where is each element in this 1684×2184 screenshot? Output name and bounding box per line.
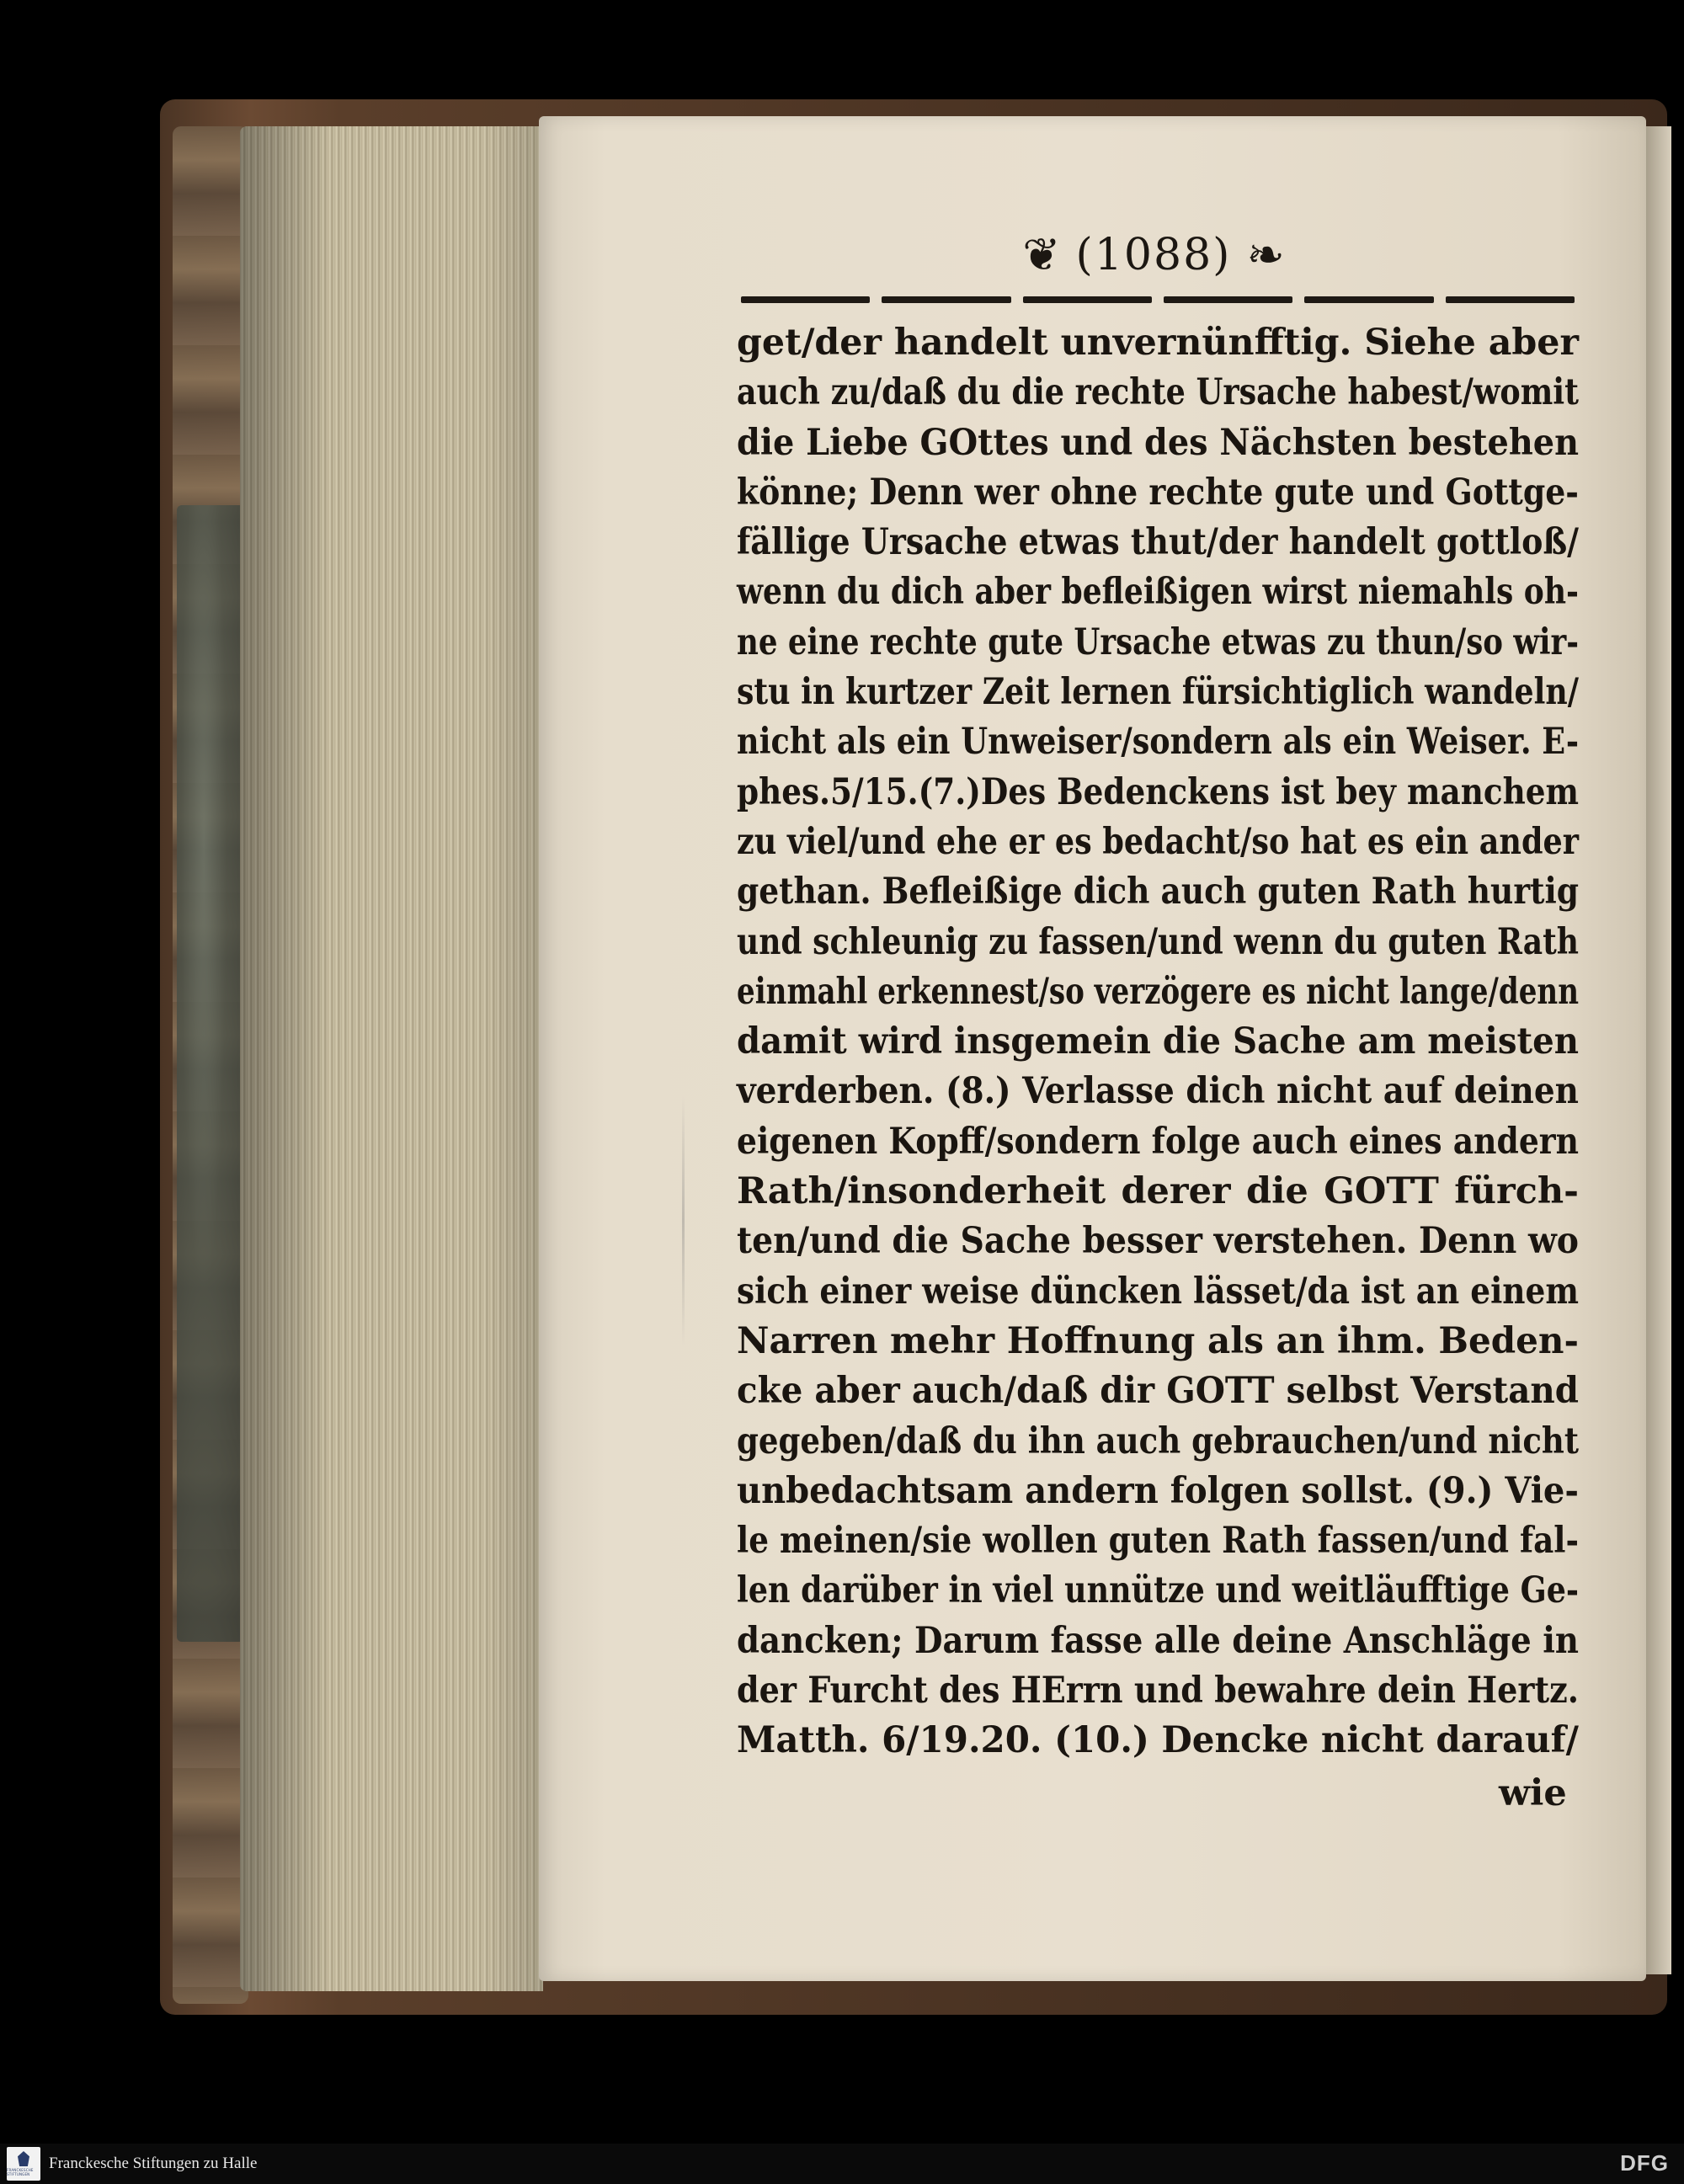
logo-text: FRANCKESCHE STIFTUNGEN	[7, 2168, 34, 2176]
text-line: könne; Denn wer ohne rechte gute und Gottge-	[737, 471, 1579, 514]
page-header	[977, 226, 1330, 285]
pencil-mark	[682, 1095, 685, 1347]
text-line: ne eine rechte gute Ursache etwas zu thun/so wir-	[737, 621, 1579, 663]
page-number: (1088)	[1075, 230, 1232, 280]
institution-name[interactable]: Franckesche Stiftungen zu Halle	[49, 2155, 258, 2172]
text-line: einmahl erkennest/so verzögere es nicht lange/denn	[737, 970, 1579, 1013]
text-line: eigenen Kopff/sondern folge auch eines andern	[737, 1120, 1579, 1163]
text-line: dancken; Darum fasse alle deine Anschläge in	[737, 1619, 1579, 1662]
text-line: damit wird insgemein die Sache am meisten	[737, 1020, 1579, 1063]
text-line: sich einer weise düncken lässet/da ist an einem	[737, 1270, 1579, 1313]
text-line: gegeben/daß du ihn auch gebrauchen/und nicht	[737, 1420, 1579, 1462]
text-line: le meinen/sie wollen guten Rath fassen/und fal-	[737, 1520, 1579, 1563]
institution-logo[interactable]	[7, 2147, 40, 2181]
page-body-text	[737, 318, 1579, 1766]
catchword: wie	[1499, 1772, 1567, 1814]
text-line: phes.5/15.(7.)Des Bedenckens ist bey manchem	[737, 770, 1579, 813]
text-line: die Liebe GOttes und des Nächsten bestehen	[737, 421, 1579, 464]
facing-page-edge	[1646, 126, 1671, 1974]
text-line: stu in kurtzer Zeit lernen fürsichtiglich wandeln/	[737, 671, 1579, 714]
worn-spine-patch	[177, 505, 244, 1642]
text-line: verderben. (8.) Verlasse dich nicht auf deinen	[737, 1070, 1579, 1113]
text-line: auch zu/daß du die rechte Ursache habest/womit	[737, 371, 1579, 414]
fleuron-left-icon: ❦	[1022, 228, 1061, 281]
text-line: zu viel/und ehe er es bedacht/so hat es ein ander	[737, 820, 1579, 863]
text-line: wenn du dich aber befleißigen wirst niemahls oh-	[737, 571, 1579, 614]
text-line: gethan. Befleißige dich auch guten Rath hurtig	[737, 871, 1579, 914]
viewer-footer	[0, 2144, 1684, 2184]
dfg-logo[interactable]: DFG	[1620, 2150, 1669, 2176]
text-line: nicht als ein Unweiser/sondern als ein Weiser. E-	[737, 721, 1579, 764]
text-line: len darüber in viel unnütze und weitläufftige Ge-	[737, 1569, 1579, 1612]
text-line: fällige Ursache etwas thut/der handelt gottloß/	[737, 521, 1579, 564]
text-line: cke aber auch/daß dir GOTT selbst Verstand	[737, 1370, 1579, 1413]
header-rule	[741, 296, 1575, 303]
text-line: und schleunig zu fassen/und wenn du guten Rath	[737, 920, 1579, 963]
page-edges-shadow	[240, 126, 543, 1991]
text-line: ten/und die Sache besser verstehen. Denn wo	[737, 1220, 1579, 1263]
fleuron-right-icon: ❧	[1246, 228, 1285, 281]
text-line: Rath/insonderheit derer die GOTT fürch-	[737, 1170, 1579, 1213]
text-line: Narren mehr Hoffnung als an ihm. Beden-	[737, 1319, 1579, 1362]
text-line: get/der handelt unvernünfftig. Siehe aber	[737, 322, 1579, 364]
text-line: unbedachtsam andern folgen sollst. (9.) Vie-	[737, 1469, 1579, 1512]
text-line: Matth. 6/19.20. (10.) Dencke nicht darauf/	[737, 1719, 1579, 1762]
text-line: der Furcht des HErrn und bewahre dein Hertz.	[737, 1670, 1579, 1713]
institution-logo-icon	[18, 2151, 29, 2166]
